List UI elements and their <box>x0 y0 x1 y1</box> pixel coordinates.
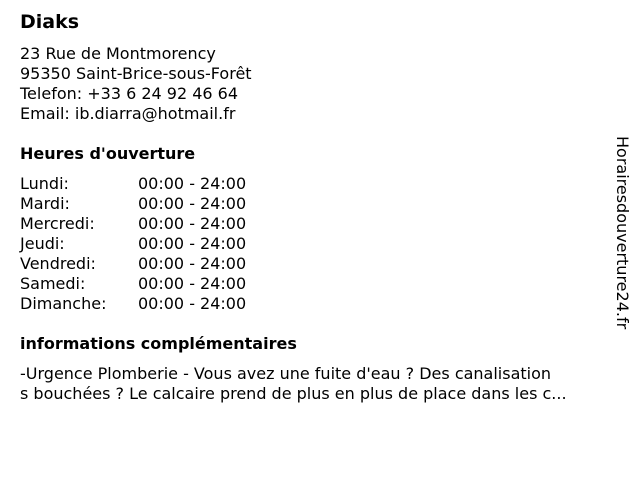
time-range: 00:00 - 24:00 <box>138 174 247 193</box>
day-label: Jeudi: <box>20 234 65 253</box>
info-line-1: -Urgence Plomberie - Vous avez une fuite d'eau ? Des canalisation <box>20 364 552 383</box>
day-label: Mercredi: <box>20 214 95 233</box>
site-watermark <box>612 136 632 346</box>
time-range: 00:00 - 24:00 <box>138 214 247 233</box>
info-text <box>20 364 620 404</box>
time-range: 00:00 - 24:00 <box>138 294 247 313</box>
email-line: Email: ib.diarra@hotmail.fr <box>20 104 236 123</box>
watermark-text: Horairesdouverture24.fr <box>613 136 632 330</box>
info-line-2: s bouchées ? Le calcaire prend de plus en plus de place dans les c... <box>20 384 567 403</box>
day-label: Mardi: <box>20 194 70 213</box>
business-name: Diaks <box>20 11 80 33</box>
hours-heading: Heures d'ouverture <box>20 144 196 163</box>
info-heading: informations complémentaires <box>20 334 297 353</box>
day-label: Lundi: <box>20 174 69 193</box>
city-line: 95350 Saint-Brice-sous-Forêt <box>20 64 252 83</box>
address-block <box>20 44 252 124</box>
time-range: 00:00 - 24:00 <box>138 274 247 293</box>
phone-line: Telefon: +33 6 24 92 46 64 <box>20 84 239 103</box>
time-range: 00:00 - 24:00 <box>138 254 247 273</box>
day-label: Vendredi: <box>20 254 96 273</box>
street-address: 23 Rue de Montmorency <box>20 44 216 63</box>
day-label: Samedi: <box>20 274 86 293</box>
day-label: Dimanche: <box>20 294 107 313</box>
time-range: 00:00 - 24:00 <box>138 194 247 213</box>
time-range: 00:00 - 24:00 <box>138 234 247 253</box>
